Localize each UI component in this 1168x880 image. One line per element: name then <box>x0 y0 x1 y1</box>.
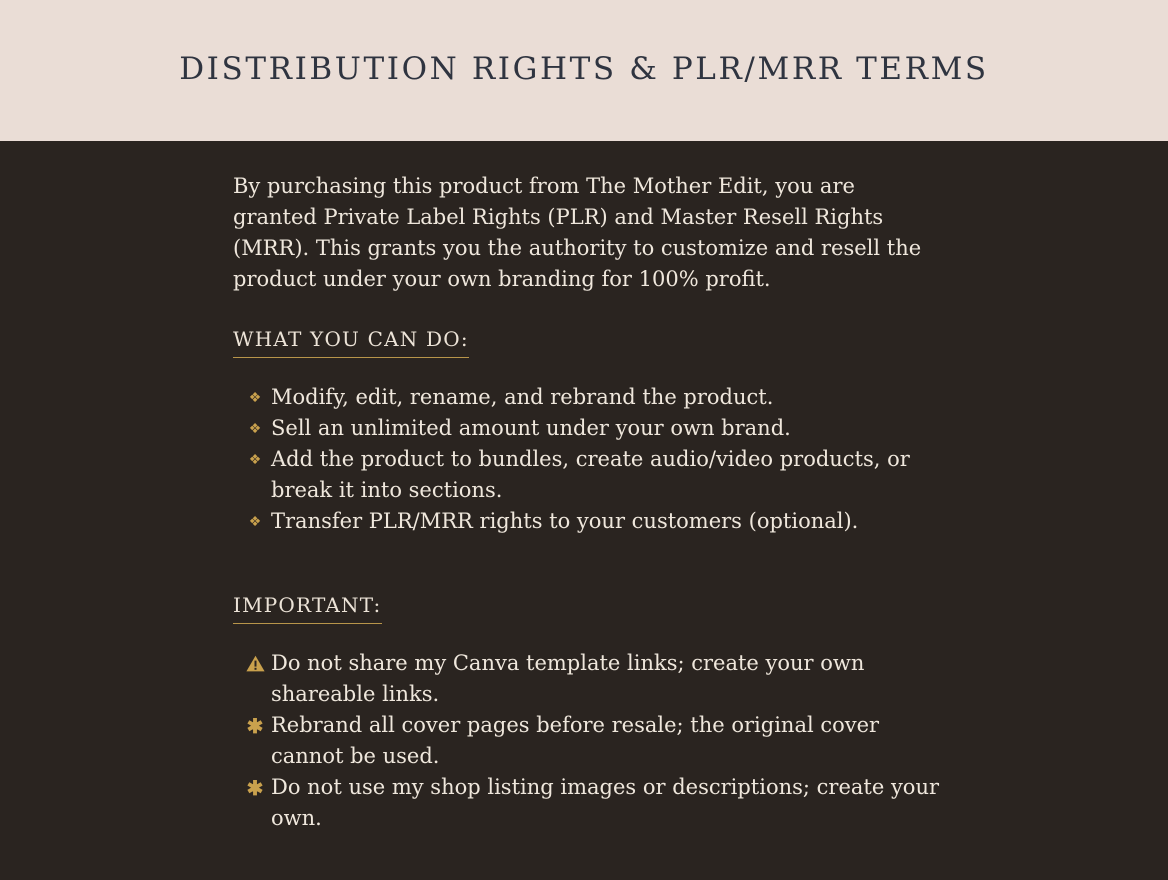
terms-body <box>0 141 1168 880</box>
asterisk-icon: ✱ <box>246 713 264 738</box>
warning-icon <box>245 648 265 679</box>
list-item-text: Transfer PLR/MRR rights to your customers (optional). <box>271 509 859 533</box>
terms-content <box>233 171 943 834</box>
list-item <box>233 382 943 413</box>
list-item <box>233 710 943 772</box>
list-item <box>233 772 943 834</box>
list-item-text: Do not share my Canva template links; create your own shareable links. <box>271 651 865 706</box>
important-list <box>233 648 943 834</box>
diamond-bullet-icon: ❖ <box>248 389 262 406</box>
page-title: DISTRIBUTION RIGHTS & PLR/MRR TERMS <box>179 50 989 87</box>
list-item <box>233 444 943 506</box>
list-item-text: Rebrand all cover pages before resale; the original cover cannot be used. <box>271 713 880 768</box>
asterisk-icon: ✱ <box>246 775 264 800</box>
diamond-bullet-icon: ❖ <box>248 420 262 437</box>
diamond-bullet-icon: ❖ <box>248 451 262 468</box>
list-item <box>233 506 943 537</box>
list-item-text: Sell an unlimited amount under your own brand. <box>271 416 791 440</box>
list-item <box>233 413 943 444</box>
list-item-text: Add the product to bundles, create audio/video products, or break it into sections. <box>271 447 910 502</box>
list-item-text: Do not use my shop listing images or descriptions; create your own. <box>271 775 940 830</box>
list-item-text: Modify, edit, rename, and rebrand the product. <box>271 385 774 409</box>
page-header <box>0 0 1168 141</box>
can-do-list <box>233 382 943 537</box>
intro-paragraph: By purchasing this product from The Mother Edit, you are granted Private Label Rights (PLR) and Master Resell Rights (MRR). This grants you the authority to customize and resell the product under your own branding for 100% profit. <box>233 174 922 291</box>
diamond-bullet-icon: ❖ <box>248 513 262 530</box>
list-item <box>233 648 943 710</box>
can-do-heading: WHAT YOU CAN DO: <box>233 327 469 358</box>
important-heading: IMPORTANT: <box>233 593 382 624</box>
